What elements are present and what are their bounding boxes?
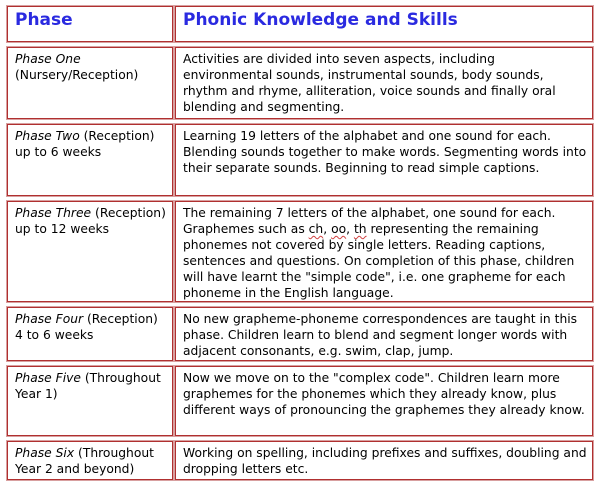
phase-detail: (Reception) up to 6 weeks xyxy=(15,129,155,159)
phase-cell xyxy=(6,365,174,437)
description-cell: Learning 19 letters of the alphabet and one sound for each. Blending sounds together to make words. Segmenting words into their separate sounds. Beginning to read simple captions. xyxy=(174,123,594,197)
knowledge-column-header: Phonic Knowledge and Skills xyxy=(174,5,594,43)
description-cell xyxy=(174,200,594,303)
phase-name: Phase One xyxy=(15,52,81,66)
phase-name: Phase Five xyxy=(15,371,81,385)
grapheme-th: th xyxy=(353,222,367,236)
phase-cell xyxy=(6,306,174,362)
table-row xyxy=(6,365,594,437)
phase-name: Phase Four xyxy=(15,312,84,326)
table-row xyxy=(6,306,594,362)
phase-cell xyxy=(6,46,174,120)
phase-detail: (Nursery/Reception) xyxy=(15,68,139,82)
phase-detail: (Throughout Year 2 and beyond) xyxy=(15,446,154,476)
phase-cell xyxy=(6,123,174,197)
table-row xyxy=(6,440,594,481)
table-row xyxy=(6,46,594,120)
phase-cell xyxy=(6,200,174,303)
description-cell: Activities are divided into seven aspects, including environmental sounds, instrumental sounds, body sounds, rhythm and rhyme, alliteration, voice sounds and finally oral blending and segmenting. xyxy=(174,46,594,120)
phonics-phases-table xyxy=(6,5,594,481)
separator: , xyxy=(346,222,354,236)
phase-cell xyxy=(6,440,174,481)
table-row xyxy=(6,123,594,197)
description-text: The remaining 7 letters of the alphabet, one sound for each. Graphemes such as xyxy=(183,206,556,236)
phase-column-header: Phase xyxy=(6,5,174,43)
table-header-row xyxy=(6,5,594,43)
table-row xyxy=(6,200,594,303)
phase-detail: (Reception) 4 to 6 weeks xyxy=(15,312,158,342)
description-cell: Working on spelling, including prefixes and suffixes, doubling and dropping letters etc. xyxy=(174,440,594,481)
phase-name: Phase Six xyxy=(15,446,75,460)
grapheme-oo: oo xyxy=(331,222,347,236)
description-text: representing the remaining phonemes not covered by single letters. Reading captions, sentences and questions. On completion of this phase, children will have learnt the "simple code", i.e. one grapheme for each phoneme in the English language. xyxy=(183,222,575,300)
phase-name: Phase Three xyxy=(15,206,92,220)
phase-name: Phase Two xyxy=(15,129,80,143)
phase-detail: (Throughout Year 1) xyxy=(15,371,161,401)
phase-detail: (Reception) up to 12 weeks xyxy=(15,206,166,236)
description-cell: No new grapheme-phoneme correspondences are taught in this phase. Children learn to blend and segment longer words with adjacent consonants, e.g. swim, clap, jump. xyxy=(174,306,594,362)
description-cell: Now we move on to the "complex code". Children learn more graphemes for the phonemes which they already know, plus different ways of pronouncing the graphemes they already know. xyxy=(174,365,594,437)
separator: , xyxy=(323,222,332,236)
grapheme-ch: ch xyxy=(308,222,324,236)
